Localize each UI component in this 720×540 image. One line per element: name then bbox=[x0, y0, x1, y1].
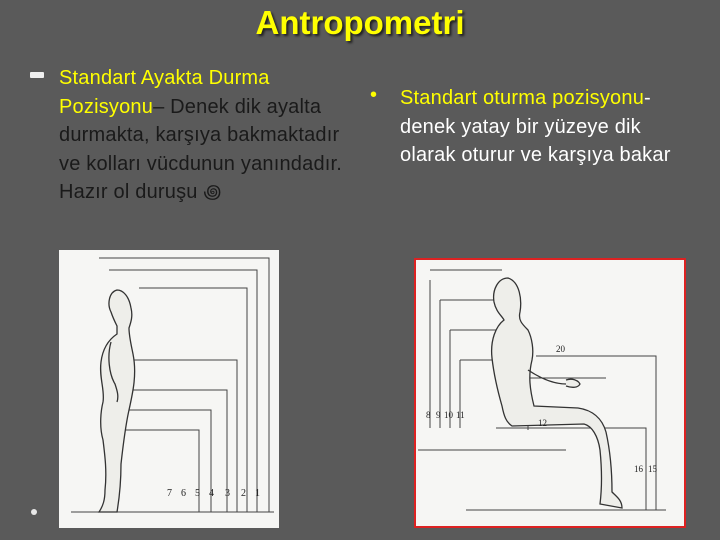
standing-position-description: – Denek dik ayalta durmakta, karşıya bakmaktadır ve kolları vücdunun yanındadır. Hazır ol duruşu bbox=[59, 95, 343, 203]
dash-bullet-icon bbox=[30, 72, 44, 78]
seated-label: 8 bbox=[426, 410, 431, 420]
standing-figure-drawing bbox=[59, 250, 279, 528]
standing-label: 6 bbox=[181, 488, 186, 499]
seated-posture-figure bbox=[414, 258, 686, 528]
standing-label: 4 bbox=[209, 488, 214, 499]
standing-position-term: Standart Ayakta Durma Pozisyonu bbox=[59, 67, 270, 118]
left-bullet-text bbox=[59, 64, 349, 208]
seated-label: 10 bbox=[444, 410, 453, 420]
seated-body-outline bbox=[492, 278, 622, 508]
standing-label: 2 bbox=[241, 488, 246, 499]
seated-measurement-lines bbox=[418, 270, 666, 510]
standing-number-labels bbox=[167, 488, 260, 499]
seated-label: 20 bbox=[556, 344, 565, 354]
seated-figure-drawing bbox=[416, 260, 684, 526]
standing-label: 3 bbox=[225, 488, 230, 499]
standing-label: 7 bbox=[167, 488, 172, 499]
seated-label: 9 bbox=[436, 410, 441, 420]
round-bullet-icon: • bbox=[370, 84, 378, 106]
standing-measurement-lines bbox=[71, 258, 274, 512]
knot-symbol-icon: ꩜ bbox=[203, 182, 222, 203]
seated-label: 11 bbox=[456, 410, 465, 420]
standing-label: 1 bbox=[255, 488, 260, 499]
standing-posture-figure bbox=[59, 250, 279, 528]
seated-label: 16 bbox=[634, 464, 643, 474]
seated-position-term: Standart oturma pozisyonu bbox=[400, 87, 645, 109]
seated-label: 12 bbox=[538, 418, 547, 428]
stray-bullet-dot-icon bbox=[31, 509, 37, 515]
standing-label: 5 bbox=[195, 488, 200, 499]
slide-title: Antropometri bbox=[255, 4, 465, 41]
seated-position-description: - denek yatay bir yüzeye dik olarak oturur ve karşıya bakar bbox=[400, 87, 671, 166]
standing-body-outline bbox=[99, 290, 135, 512]
seated-label: 15 bbox=[648, 464, 657, 474]
right-bullet-text bbox=[400, 84, 690, 170]
